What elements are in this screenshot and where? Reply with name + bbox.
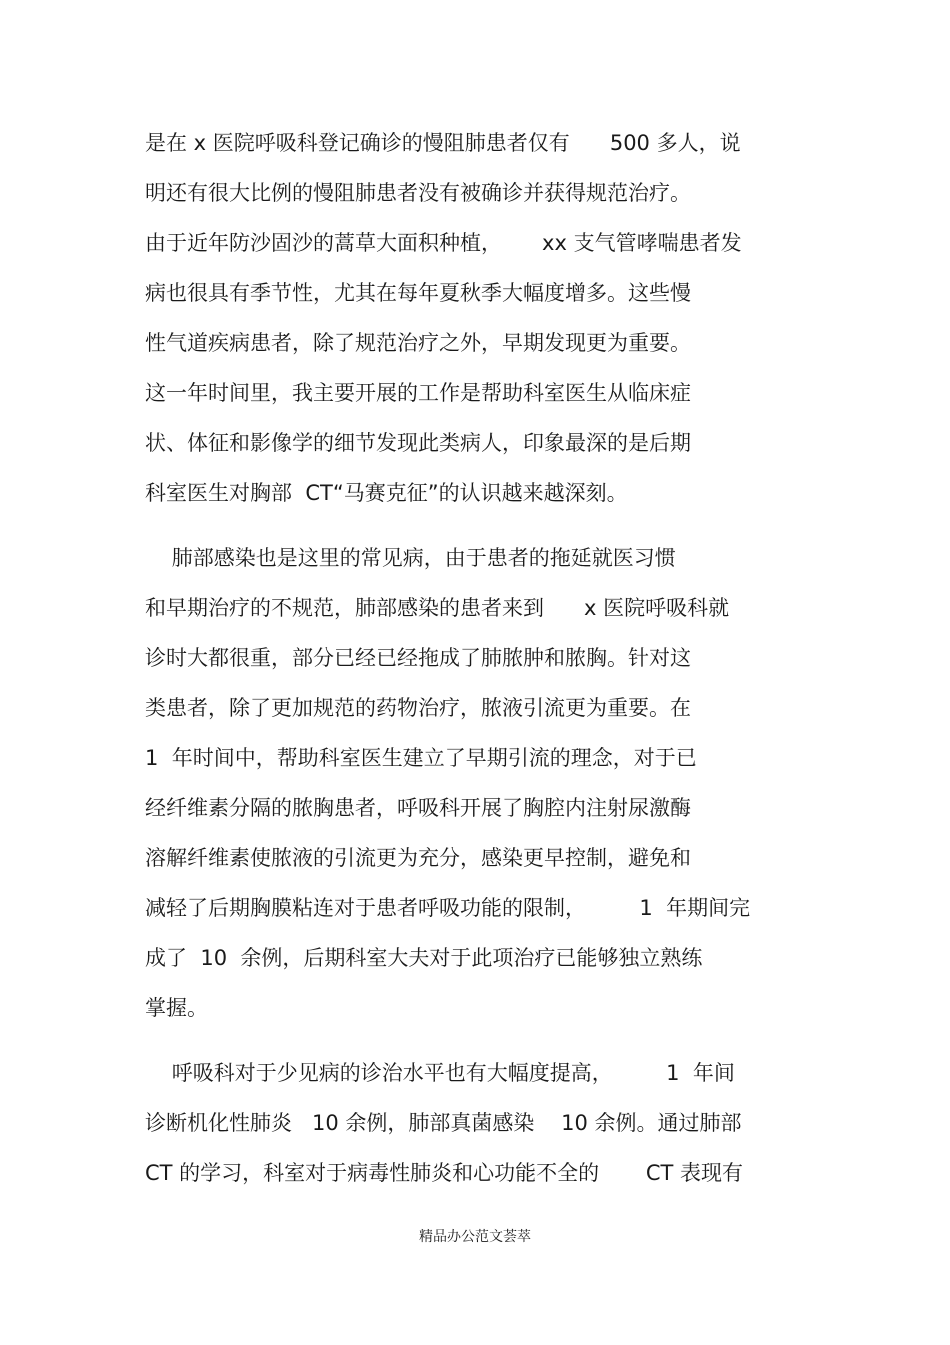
text-line: 科室医生对胸部 CT“马赛克征”的认识越来越深刻。 xyxy=(145,481,628,505)
text-line: 成了 10 余例，后期科室大夫对于此项治疗已能够独立熟练 xyxy=(145,946,703,970)
text-line: 明还有很大比例的慢阻肺患者没有被确诊并获得规范治疗。 xyxy=(145,181,691,205)
text-line: 病也很具有季节性，尤其在每年夏秋季大幅度增多。这些慢 xyxy=(145,281,691,305)
text-line: 诊时大都很重，部分已经已经拖成了肺脓肿和脓胸。针对这 xyxy=(145,646,691,670)
text-line: 和早期治疗的不规范，肺部感染的患者来到 x 医院呼吸科就 xyxy=(145,596,730,620)
text-line: 溶解纤维素使脓液的引流更为充分，感染更早控制，避免和 xyxy=(145,846,691,870)
text-line: 减轻了后期胸膜粘连对于患者呼吸功能的限制， 1 年期间完 xyxy=(145,896,751,920)
page-footer: 精品办公范文荟萃 xyxy=(419,1229,531,1245)
text-line: 诊断机化性肺炎 10 余例，肺部真菌感染 10 余例。通过肺部 xyxy=(145,1111,742,1135)
text-line: 是在 x 医院呼吸科登记确诊的慢阻肺患者仅有 500 多人，说 xyxy=(145,131,741,155)
text-line: 掌握。 xyxy=(145,996,208,1020)
text-line: 这一年时间里，我主要开展的工作是帮助科室医生从临床症 xyxy=(145,381,691,405)
text-line: 由于近年防沙固沙的蒿草大面积种植， xx 支气管哮喘患者发 xyxy=(145,231,742,255)
text-line: CT 的学习，科室对于病毒性肺炎和心功能不全的 CT 表现有 xyxy=(145,1161,744,1185)
text-line: 性气道疾病患者，除了规范治疗之外，早期发现更为重要。 xyxy=(145,331,691,355)
text-line: 经纤维素分隔的脓胸患者，呼吸科开展了胸腔内注射尿激酶 xyxy=(145,796,691,820)
text-line: 肺部感染也是这里的常见病，由于患者的拖延就医习惯 xyxy=(145,546,676,570)
text-line: 1 年时间中，帮助科室医生建立了早期引流的理念，对于已 xyxy=(145,746,697,770)
text-line: 状、体征和影像学的细节发现此类病人，印象最深的是后期 xyxy=(145,431,691,455)
text-line: 呼吸科对于少见病的诊治水平也有大幅度提高， 1 年间 xyxy=(145,1061,735,1085)
text-line: 类患者，除了更加规范的药物治疗，脓液引流更为重要。在 xyxy=(145,696,691,720)
